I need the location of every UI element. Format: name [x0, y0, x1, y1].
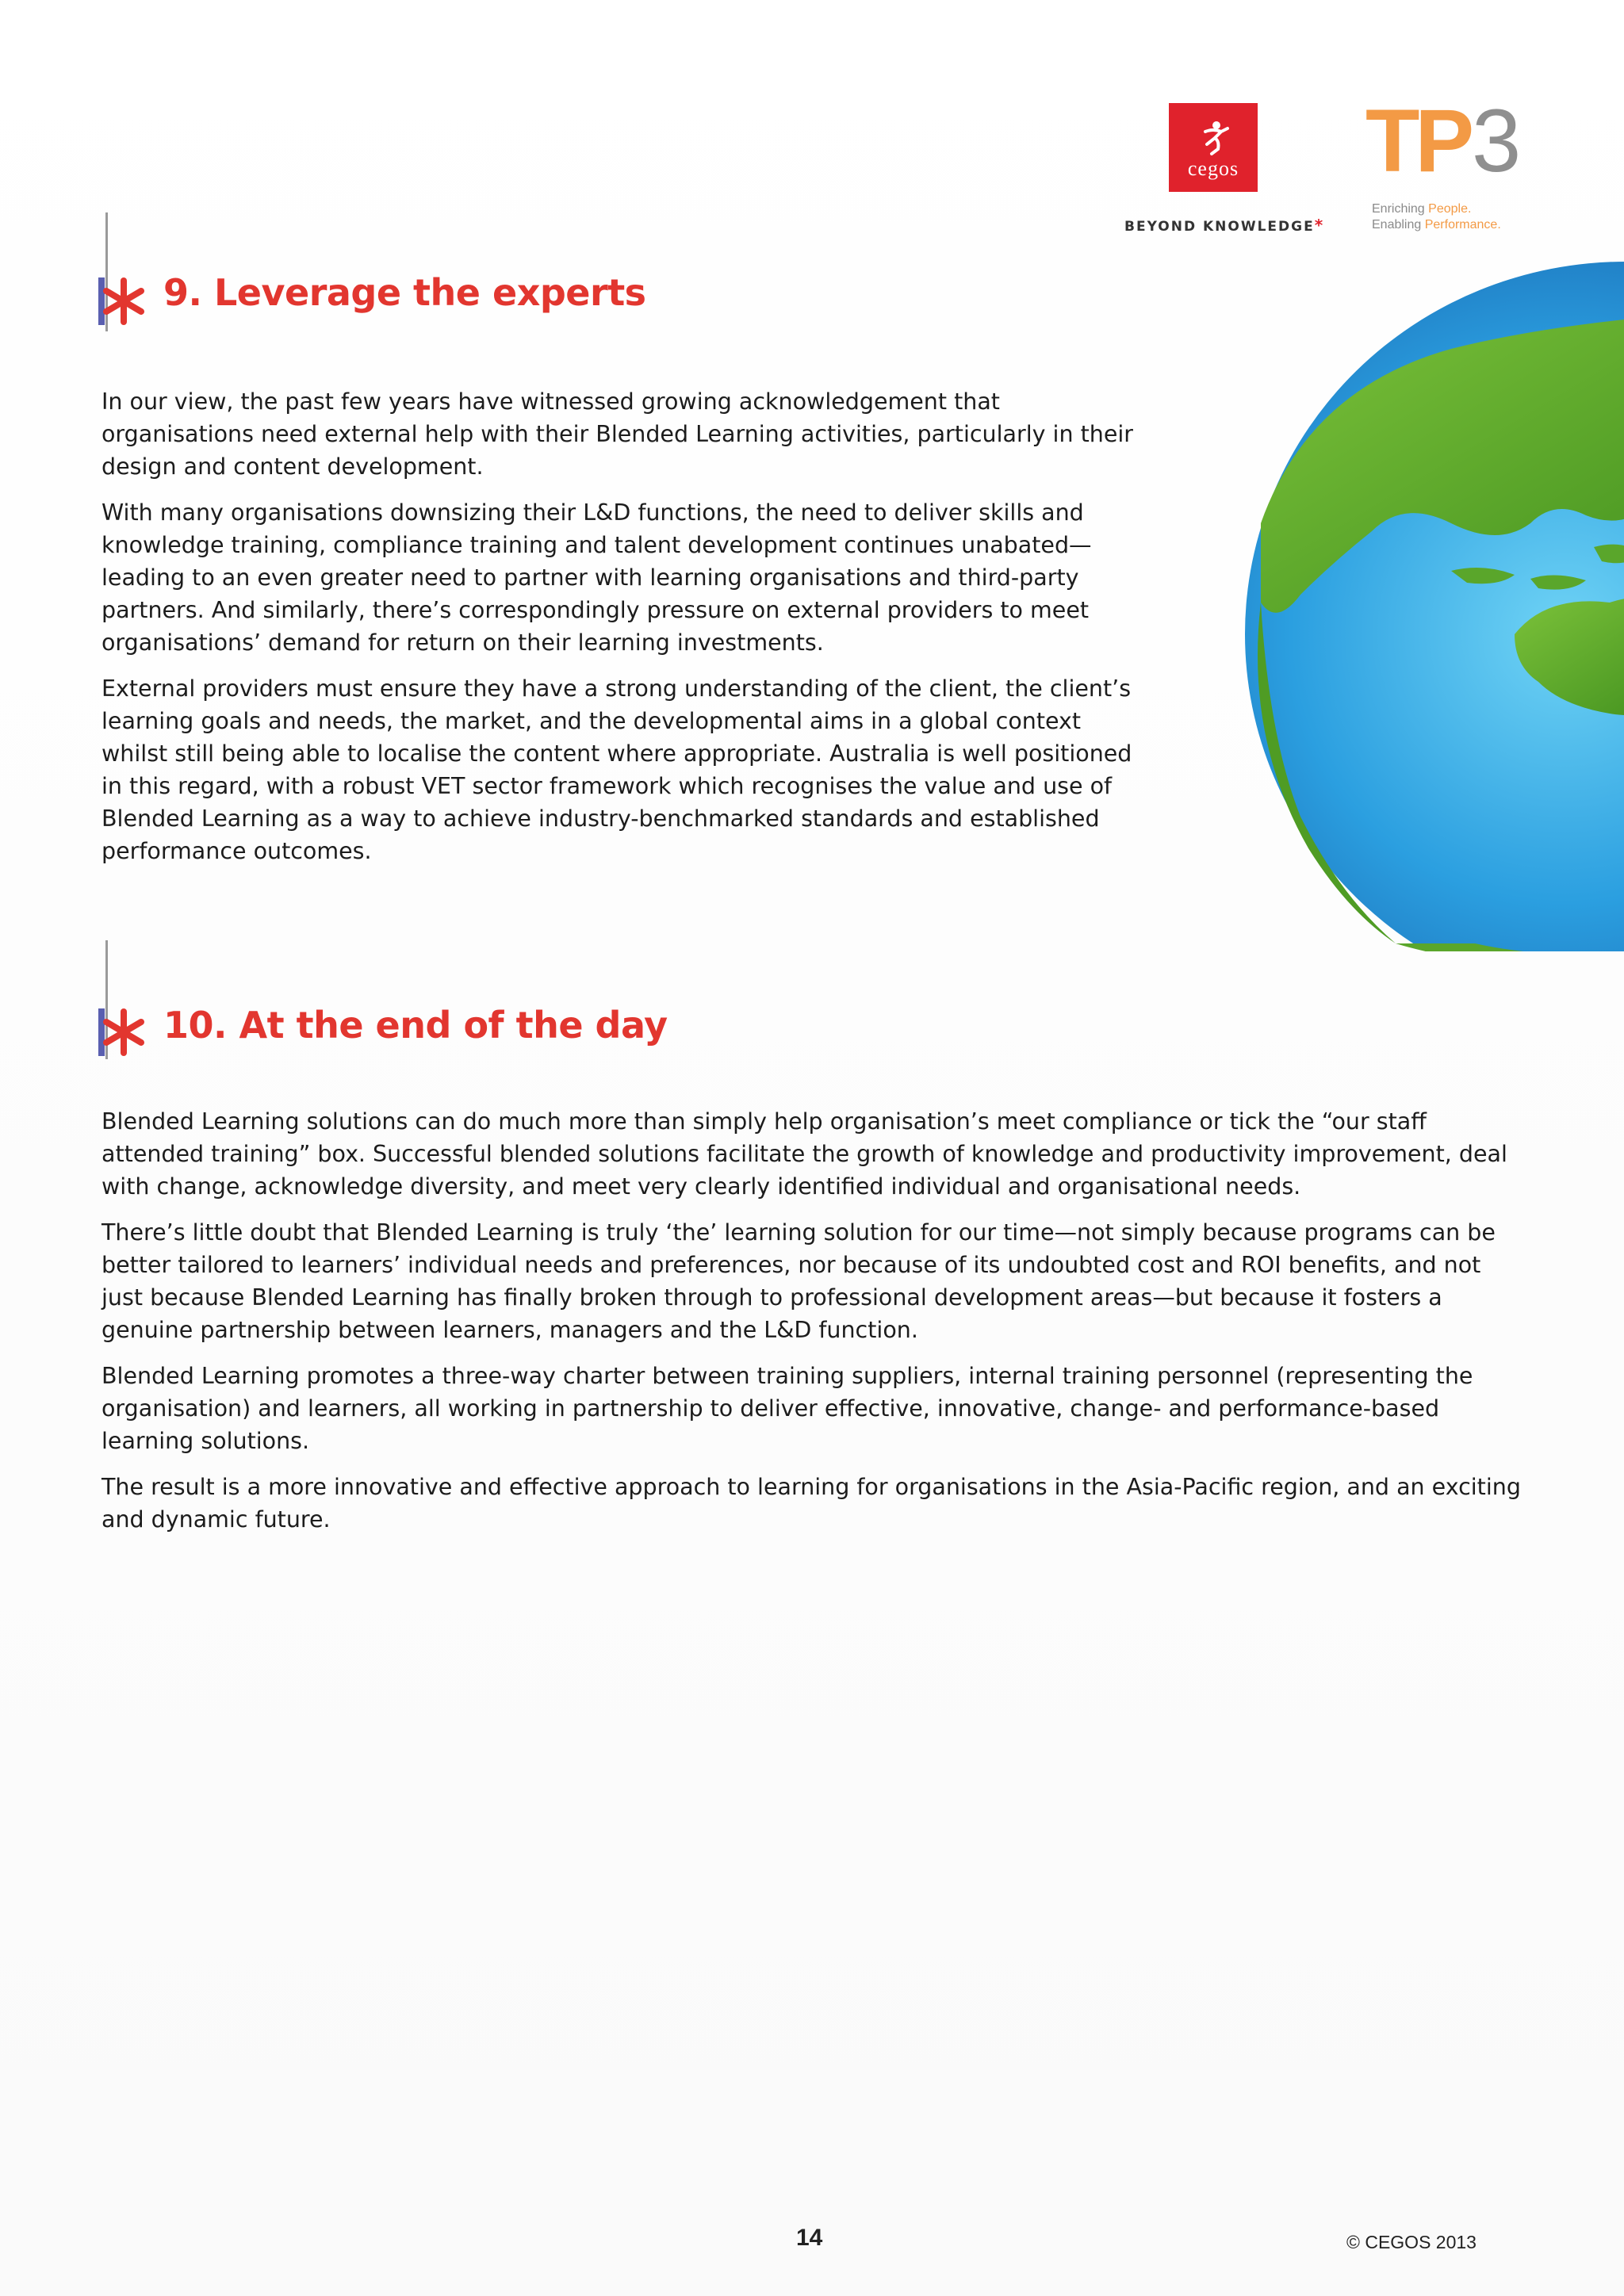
paragraph: Blended Learning solutions can do much more than simply help organisation’s meet compliance or tick the “our staff attended training” box. Successful blended solutions facilitate the growth of knowledge and productivity improvement, deal with change, acknowledge diversity, and meet very clearly identified individual and organisational needs.: [102, 1108, 1507, 1200]
cegos-tagline: [1124, 216, 1324, 235]
paragraph: There’s little doubt that Blended Learning is truly ‘the’ learning solution for our time—not simply because programs can be better tailored to learners’ individual needs and preferences, nor because of its undoubted cost and ROI benefits, and not just because Blended Learning has finally broken through to professional development areas—but because it fosters a genuine partnership between learners, managers and the L&D function.: [102, 1219, 1496, 1343]
paragraph: Blended Learning promotes a three-way charter between training suppliers, internal training personnel (representing the organisation) and learners, all working in partnership to deliver effective, innovative, change- and performance-based learning solutions.: [102, 1363, 1473, 1454]
paragraph: With many organisations downsizing their L&D functions, the need to deliver skills and knowledge training, compliance training and talent development continues unabated—leading to an even greater need to partner with learning organisations and third-party partners. And similarly, there’s correspondingly pressure on external providers to meet organisations’ demand for return on their learning investments.: [102, 499, 1092, 656]
tp3-tagline: [1372, 201, 1501, 233]
paragraph: In our view, the past few years have witnessed growing acknowledgement that organisations need external help with their Blended Learning activities, particularly in their design and content development.: [102, 388, 1133, 480]
tp3-logo-tp: TP: [1365, 92, 1470, 187]
tp3-tagline-highlight2: Performance.: [1424, 218, 1501, 232]
section-9-body: [102, 385, 1148, 881]
section-9-asterisk-icon: [94, 270, 151, 333]
paragraph: External providers must ensure they have a strong understanding of the client, the client’s learning goals and needs, the market, and the developmental aims in a global context whilst still being able to localise the content where appropriate. Australia is well positioned in this regard, with a robust VET sector framework which recognises the value and use of Blended Learning as a way to achieve industry-benchmarked standards and established performance outcomes.: [102, 675, 1132, 864]
tp3-logo: [1365, 92, 1524, 187]
section-10-asterisk-icon: [94, 1001, 151, 1064]
cegos-tagline-text: BEYOND KNOWLEDGE: [1124, 219, 1315, 235]
paragraph: The result is a more innovative and effective approach to learning for organisations in the Asia-Pacific region, and an exciting and dynamic future.: [102, 1474, 1521, 1533]
cegos-logo-text: cegos: [1187, 157, 1239, 180]
section-10-body: [102, 1105, 1529, 1549]
section-9-heading: 9. Leverage the experts: [163, 271, 646, 314]
cegos-figure-icon: [1169, 114, 1258, 162]
tp3-tagline-line1: Enriching: [1372, 202, 1429, 216]
section-10-heading: 10. At the end of the day: [163, 1004, 668, 1047]
globe-image: [1213, 262, 1624, 951]
tp3-logo-3: 3: [1472, 92, 1522, 187]
tp3-tagline-highlight1: People.: [1428, 202, 1472, 216]
cegos-tagline-mark: *: [1314, 216, 1325, 235]
tp3-tagline-line2: Enabling: [1372, 218, 1425, 232]
copyright: © CEGOS 2013: [1346, 2232, 1477, 2252]
cegos-logo: [1169, 103, 1258, 192]
page-number: 14: [796, 2225, 823, 2251]
